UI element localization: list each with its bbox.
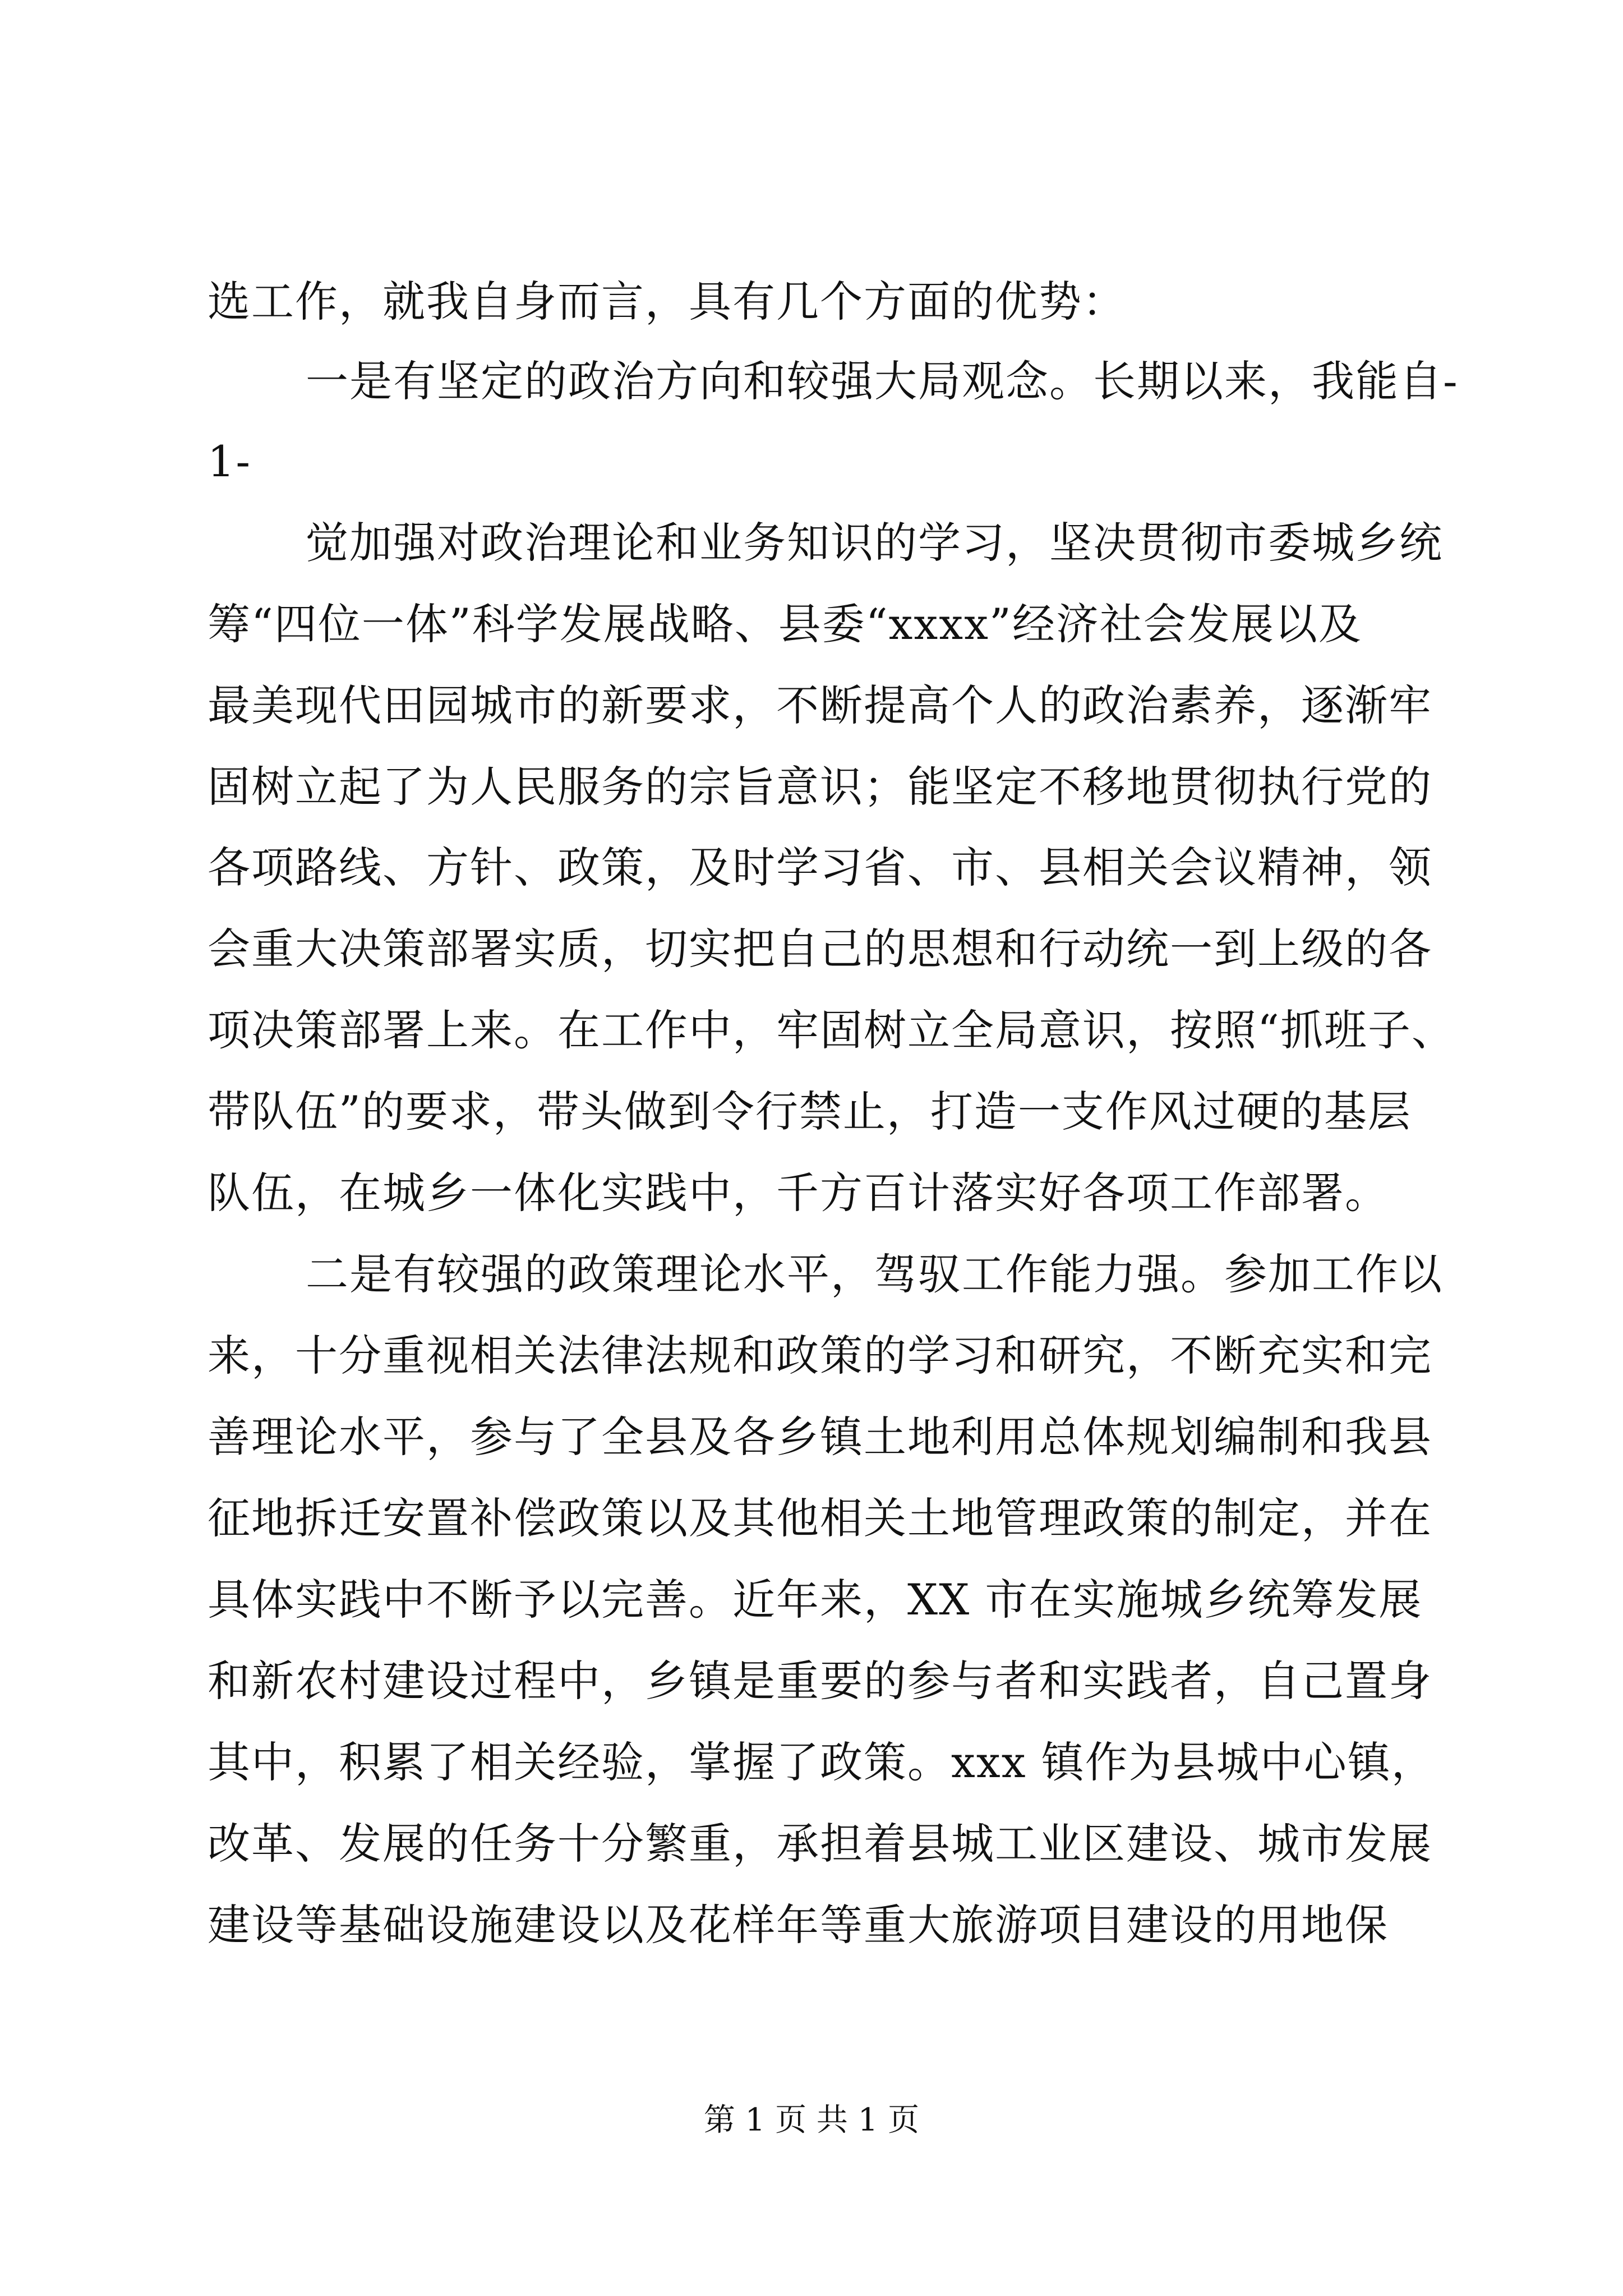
text-line: 具体实践中不断予以完善。近年来，XX 市在实施城乡统筹发展 bbox=[208, 1575, 1423, 1625]
text-line: 会重大决策部署实质，切实把自己的思想和行动统一到上级的各 bbox=[208, 924, 1432, 974]
text-line: 队伍，在城乡一体化实践中，千方百计落实好各项工作部署。 bbox=[208, 1168, 1389, 1218]
text-line: 一是有坚定的政治方向和较强大局观念。长期以来，我能自- bbox=[306, 356, 1459, 406]
text-line: 各项路线、方针、政策，及时学习省、市、县相关会议精神，领 bbox=[208, 843, 1432, 892]
text-line: 选工作，就我自身而言，具有几个方面的优势： bbox=[208, 277, 1126, 326]
text-line: 征地拆迁安置补偿政策以及其他相关土地管理政策的制定，并在 bbox=[208, 1493, 1432, 1543]
text-line: 改革、发展的任务十分繁重，承担着县城工业区建设、城市发展 bbox=[208, 1819, 1432, 1869]
text-line: 带队伍”的要求，带头做到令行禁止，打造一支作风过硬的基层 bbox=[208, 1087, 1412, 1137]
text-line: 和新农村建设过程中，乡镇是重要的参与者和实践者，自己置身 bbox=[208, 1656, 1432, 1706]
page-footer: 第 1 页 共 1 页 bbox=[703, 2102, 920, 2138]
text-line: 固树立起了为人民服务的宗旨意识；能坚定不移地贯彻执行党的 bbox=[208, 762, 1432, 812]
text-line: 筹“四位一体”科学发展战略、县委“xxxx”经济社会发展以及 bbox=[208, 599, 1362, 649]
text-line: 项决策部署上来。在工作中，牢固树立全局意识，按照“抓班子、 bbox=[208, 1005, 1455, 1055]
text-line: 来，十分重视相关法律法规和政策的学习和研究，不断充实和完 bbox=[208, 1331, 1432, 1381]
text-line: 善理论水平，参与了全县及各乡镇土地利用总体规划编制和我县 bbox=[208, 1412, 1432, 1462]
text-line: 1- bbox=[208, 436, 252, 486]
text-line: 其中，积累了相关经验，掌握了政策。xxx 镇作为县城中心镇， bbox=[208, 1737, 1435, 1787]
text-line: 二是有较强的政策理论水平，驾驭工作能力强。参加工作以 bbox=[306, 1249, 1443, 1299]
text-line: 觉加强对政治理论和业务知识的学习，坚决贯彻市委城乡统 bbox=[306, 518, 1443, 568]
text-line: 最美现代田园城市的新要求，不断提高个人的政治素养，逐渐牢 bbox=[208, 680, 1432, 730]
text-line: 建设等基础设施建设以及花样年等重大旅游项目建设的用地保 bbox=[208, 1900, 1389, 1950]
